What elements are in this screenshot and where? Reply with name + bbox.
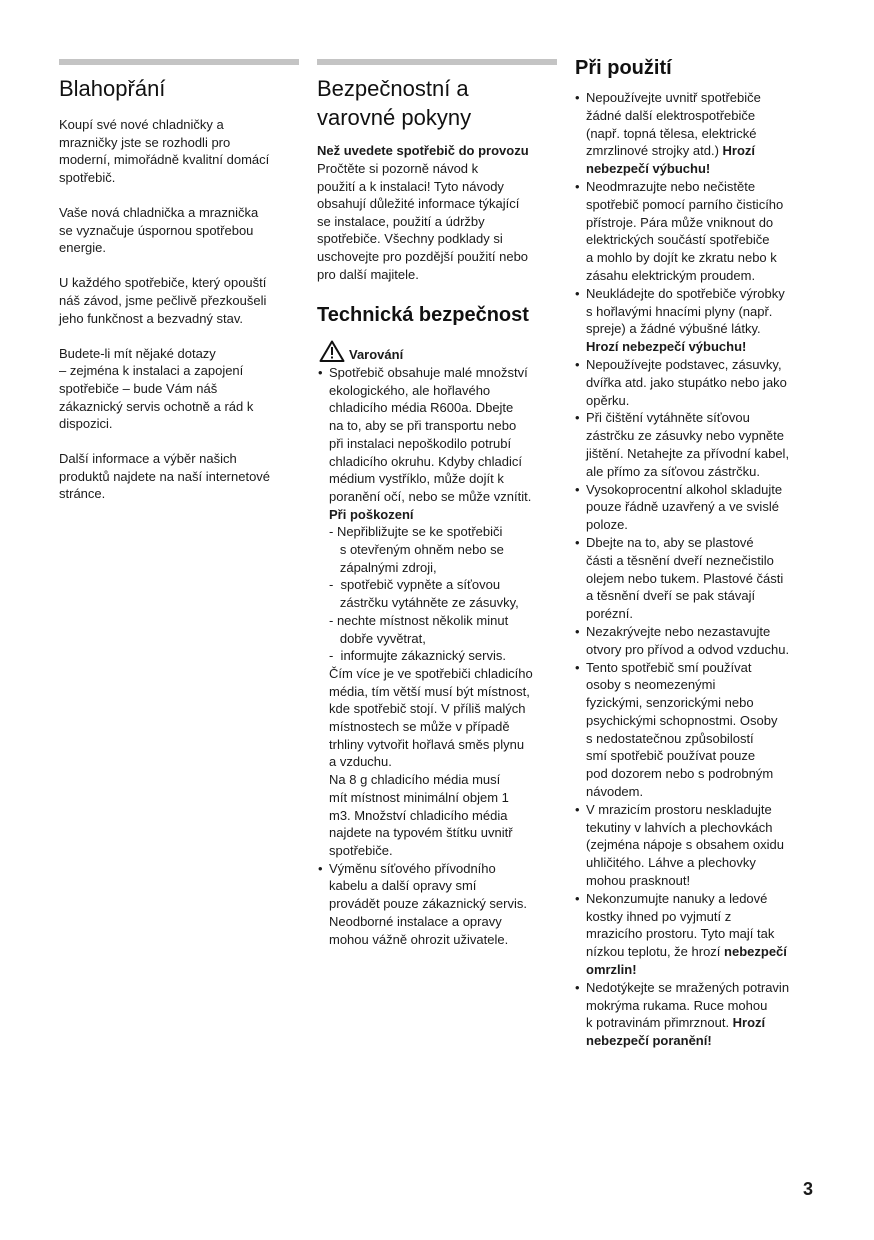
bullet-icon: • (575, 979, 580, 995)
technical-safety-list (318, 364, 533, 948)
bullet-icon: • (575, 534, 580, 550)
heading-congratulations: Blahopřání (59, 76, 166, 101)
item-text: Dbejte na to, aby se plastové části a těsnění dveří neznečistilo olejem nebo tukem. Plastové části a těsnění dveří se pak stávají porézní. (586, 534, 784, 622)
congratulations-text: Koupí své nové chladničky a mrazničky jste se rozhodli pro moderní, mimořádně kvalitní domácí spotřebič. Vaše nová chladnička a mraznička se vyznačuje úspornou spotřebou energie. U každého spotřebiče, který opouští náš závod, jsme pečlivě přezkoušeli jeho funkčnost a bezvadný stav. Budete-li mít nějaké dotazy – zejména k instalaci a zapojení spotřebiče – bude Vám náš zákaznický servis ochotně a rád k dispozici. Další informace a výběr našich produktů najdete na naší internetové stránce. (59, 117, 271, 502)
item-text: Nekonzumujte nanuky a ledové kostky ihned po vyjmutí z mrazicího prostoru. Tyto mají tak nízkou teplotu, že hrozí (586, 890, 775, 960)
list-item (318, 860, 533, 949)
list-item (575, 979, 789, 1050)
list-item (575, 285, 789, 356)
bullet-icon: • (575, 410, 580, 426)
list-item (318, 364, 533, 860)
item-text: V mrazicím prostoru neskladujte tekutiny v lahvích a plechovkách (zejména nápoje s obsahem oxidu uhličitého. Láhve a plechovky mohou prasknout! (586, 801, 785, 889)
bullet-icon: • (575, 178, 580, 194)
list-item (575, 801, 789, 890)
item-text: Tento spotřebič smí používat osoby s neomezenými fyzickými, senzorickými nebo psychickými schopnostmi. Osoby s nedostatečnou způsobilostí smí spotřebič používat pouze pod dozorem nebo s podrobným návodem. (586, 659, 778, 800)
bullet-icon: • (575, 659, 580, 675)
item-text: Neukládejte do spotřebiče výrobky s hořlavými hnacími plyny (např. spreje) a žádné výbušné látky. (586, 285, 785, 337)
section-divider-bar (59, 59, 299, 65)
bold-text: nebezpečí omrzlin! (586, 944, 787, 978)
bullet-icon: • (575, 481, 580, 497)
list-item (575, 178, 789, 285)
item-text: Nepoužívejte podstavec, zásuvky, dvířka atd. jako stupátko nebo jako opěrku. (586, 356, 787, 408)
warning-triangle-icon (319, 340, 345, 362)
bullet-icon: • (575, 623, 580, 639)
bullet-icon: • (575, 801, 580, 817)
heading-during-use: Při použití (575, 57, 672, 79)
item-text: - Nepřibližujte se ke spotřebiči s otevřeným ohněm nebo se zápalnými zdroji, - spotřebič vypněte a síťovou zástrčku vytáhněte ze zásuvky, - nechte místnost několik minut dobře vyvětrat, - informujte zákaznický servis. Čím více je ve spotřebiči chladicího média, tím větší musí být místnost, kde spotřebič stojí. V příliš malých místnostech se může v případě trhliny vytvořit hořlavá směs plynu a vzduchu. Na 8 g chladicího média musí mít místnost minimální objem 1 m3. Množství chladicího média najdete na typovém štítku uvnitř spotřebiče. (329, 524, 533, 858)
bullet-icon: • (575, 890, 580, 906)
list-item (575, 409, 789, 480)
list-item (575, 89, 789, 178)
list-item (575, 534, 789, 623)
item-text: Vysokoprocentní alkohol skladujte pouze řádně uzavřený a ve svislé poloze. (586, 481, 783, 533)
list-item (575, 623, 789, 659)
bullet-icon: • (318, 860, 323, 876)
bullet-icon: • (575, 285, 580, 301)
bullet-icon: • (575, 90, 580, 105)
item-text: Výměnu síťového přívodního kabelu a další opravy smí provádět pouze zákaznický servis. Neodborné instalace a opravy mohou vážně ohrozit uživatele. (329, 860, 527, 947)
item-text: Nedotýkejte se mražených potravin mokrýma rukama. Ruce mohou k potravinám přimrznout. (586, 979, 790, 1031)
bullet-icon: • (318, 365, 323, 380)
item-text: Nepoužívejte uvnitř spotřebiče žádné další elektrospotřebiče (např. topná tělesa, elektrické zmrzlinové strojky atd.) (586, 90, 761, 159)
item-text: Spotřebič obsahuje malé množství ekologického, ale hořlavého chladicího média R600a. Dbejte na to, aby se při transportu nebo při instalaci nepoškodilo potrubí chladicího okruhu. Kdyby chladicí médium vystříklo, může dojít k poranění očí, nebo se může vznítit. (329, 365, 532, 504)
heading-safety-instructions: Bezpečnostní a varovné pokyny (317, 76, 472, 130)
bold-text: Hrozí nebezpečí výbuchu! (586, 143, 756, 177)
list-item (575, 356, 789, 409)
page-number: 3 (803, 1179, 814, 1199)
item-text: Nezakrývejte nebo nezastavujte otvory pro přívod a odvod vzduchu. (586, 623, 790, 657)
intro-heading: Než uvedete spotřebič do provozu (317, 143, 529, 158)
warning-text: Varování (349, 347, 404, 362)
bold-text: Hrozí nebezpečí poranění! (586, 1015, 766, 1049)
heading-technical-safety: Technická bezpečnost (317, 304, 529, 326)
intro-text: Pročtěte si pozorně návod k použití a k instalaci! Tyto návody obsahují důležité informace týkající se instalace, použití a údržby spotřebiče. Všechny podklady si uschovejte pro pozdější použití nebo pro další majitele. (317, 161, 529, 282)
warning-label (319, 340, 403, 362)
item-text: Při čištění vytáhněte síťovou zástrčku ze zásuvky nebo vypněte jištění. Netahejte za přívodní kabel, ale přímo za síťovou zástrčku. (586, 410, 790, 479)
section-divider-bar (317, 59, 557, 65)
list-item (575, 890, 789, 979)
bold-text: Při poškození (329, 506, 414, 522)
usage-safety-list (575, 89, 789, 1050)
bullet-icon: • (575, 356, 580, 372)
item-text: Neodmrazujte nebo nečistěte spotřebič pomocí parního čisticího přístroje. Pára může vniknout do elektrických součástí spotřebiče a mohlo by dojít ke zkratu nebo k zásahu elektrickým proudem. (586, 178, 784, 283)
list-item (575, 481, 789, 534)
bold-text: Hrozí nebezpečí výbuchu! (586, 339, 747, 355)
list-item (575, 659, 789, 801)
